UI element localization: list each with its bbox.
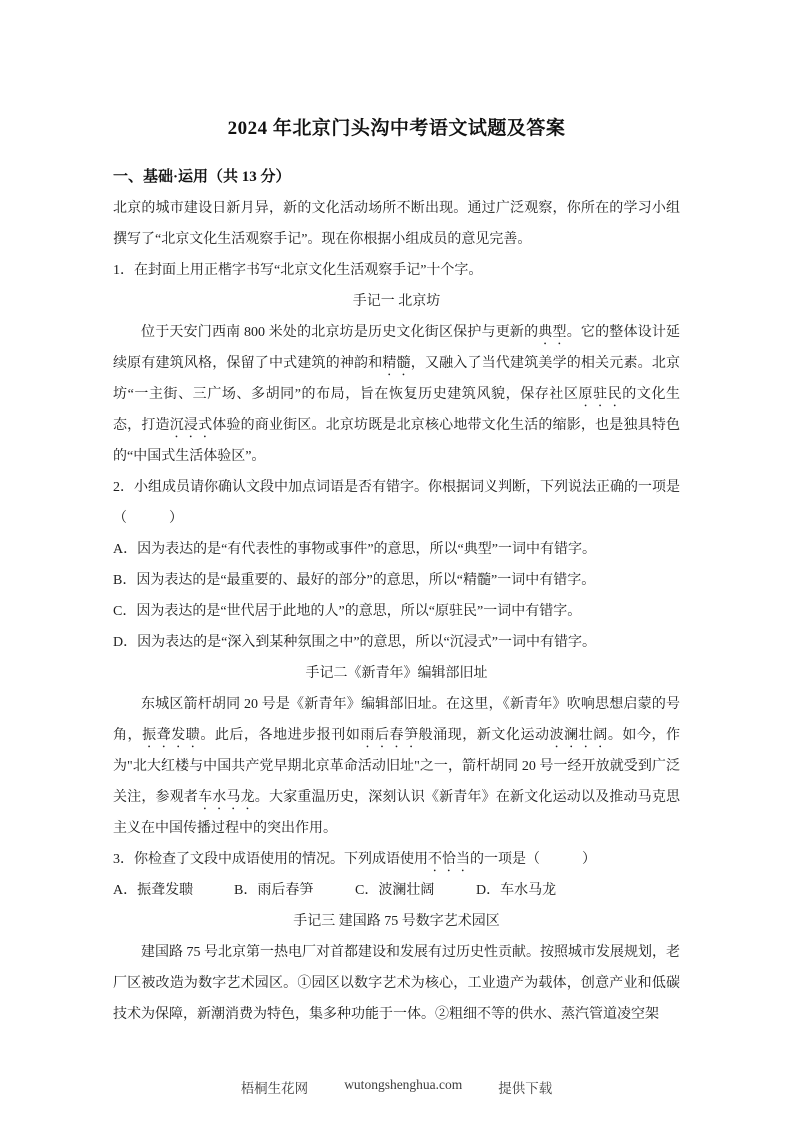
emphasized-term: 振聋发聩 (142, 728, 201, 743)
note2-body (113, 689, 680, 844)
footer-site-name: 梧桐生花网 (240, 1081, 309, 1096)
text-segment: 。如今，作为"北大红楼与中国共产党早期北京革命活动旧址"之一，箭杆胡同 20 号一经开放就受到广泛关注，参观者 (113, 728, 681, 805)
text-segment: 的文化生态，打造 (113, 387, 681, 433)
emphasized-term: 雨后春笋 (360, 728, 419, 743)
section-heading: 一、基础·运用（共 13 分） (113, 169, 291, 185)
question-2-option-b: B．因为表达的是“最重要的、最好的部分”的意思，所以“精髓”一词中有错字。 (113, 573, 596, 588)
question-3-stem (113, 844, 680, 875)
text-segment: 位于天安门西南 800 米处的北京坊是历史文化街区保护与更新的 (141, 325, 539, 340)
text-segment: 的一项是（ ） (470, 852, 596, 867)
note2-title: 手记二《新青年》编辑部旧址 (305, 666, 488, 681)
note3-title: 手记三 建国路 75 号数字艺术园区 (293, 914, 500, 929)
emphasized-term: 典型 (538, 325, 567, 340)
question-2-option-d: D．因为表达的是“深入到某种氛围之中”的意思，所以“沉浸式”一词中有错字。 (113, 635, 596, 650)
text-segment: 。大家重温历史，深刻认识《新青年》在新文化运动以及推动马克思主义在中国传播过程中的突出作用。 (113, 790, 681, 836)
text-segment: ，又融入了当代建筑美学的相关元素。北京坊“一主街、三广场、多胡同”的布局，旨在恢复历史建筑风貌，保存社区 (113, 356, 681, 402)
emphasized-term: 沉浸式 (169, 418, 213, 433)
text-segment: 东城区箭杆胡同 20 号是《新青年》编辑部旧址。在这里，《新青年》吹响思想启蒙的号角， (113, 697, 680, 743)
intro-paragraph: 北京的城市建设日新月异，新的文化活动场所不断出现。通过广泛观察，你所在的学习小组撰写了“北京文化生活观察手记”。现在你根据小组成员的意见完善。 (113, 201, 680, 247)
text-segment: 。此后，各地进步报刊如 (200, 728, 361, 743)
text-segment: 3．你检查了文段中成语使用的情况。下列成语使用 (113, 852, 428, 867)
question-3-option-d: D．车水马龙 (476, 883, 557, 898)
document-body (113, 162, 680, 1030)
text-segment: 体验的商业街区。北京坊既是北京核心地带文化生活的缩影，也是独具特色的“中国式生活体验区”。 (113, 418, 681, 464)
emphasized-term: 不恰当 (428, 852, 470, 867)
question-3-options (113, 875, 680, 906)
text-segment: 建国路 75 号北京第一热电厂对首都建设和发展有过历史性贡献。按照城市发展规划，老厂区被改造为数字艺术园区。①园区以数字艺术为核心，工业遗产为载体，创意产业和低碳技术为保障，新潮消费为特色，集多种功能于一体。②粗细不等的供水、蒸汽管道凌空架 (113, 945, 680, 1022)
document-title: 2024 年北京门头沟中考语文试题及答案 (227, 118, 566, 139)
question-3-option-b: B．雨后春笋 (234, 883, 314, 898)
question-1: 1．在封面上用正楷字书写“北京文化生活观察手记”十个字。 (113, 263, 483, 278)
question-3-option-a: A．振聋发聩 (113, 883, 194, 898)
text-segment: 般涌现，新文化运动 (418, 728, 550, 743)
emphasized-term: 原驻民 (578, 387, 623, 402)
note3-body (113, 937, 680, 1030)
question-2-stem: 2．小组成员请你确认文段中加点词语是否有错字。你根据词义判断，下列说法正确的一项是（ ） (113, 480, 680, 526)
note1-title: 手记一 北京坊 (352, 294, 441, 309)
question-3-option-c: C．波澜壮阔 (355, 883, 435, 898)
note1-body (113, 317, 680, 472)
footer-download-label: 提供下载 (498, 1081, 553, 1096)
emphasized-term: 车水马龙 (198, 790, 255, 805)
footer-site-url[interactable]: wutongshenghua.com (344, 1077, 463, 1092)
emphasized-term: 精髓 (382, 356, 411, 371)
text-segment: 。它的整体设计延续原有建筑风格，保留了中式建筑的神韵和 (113, 325, 681, 371)
question-2-option-a: A．因为表达的是“有代表性的事物或事件”的意思，所以“典型”一词中有错字。 (113, 542, 596, 557)
emphasized-term: 波澜壮阔 (549, 728, 608, 743)
page-footer (0, 1077, 793, 1097)
question-2-option-c: C．因为表达的是“世代居于此地的人”的意思，所以“原驻民”一词中有错字。 (113, 604, 582, 619)
